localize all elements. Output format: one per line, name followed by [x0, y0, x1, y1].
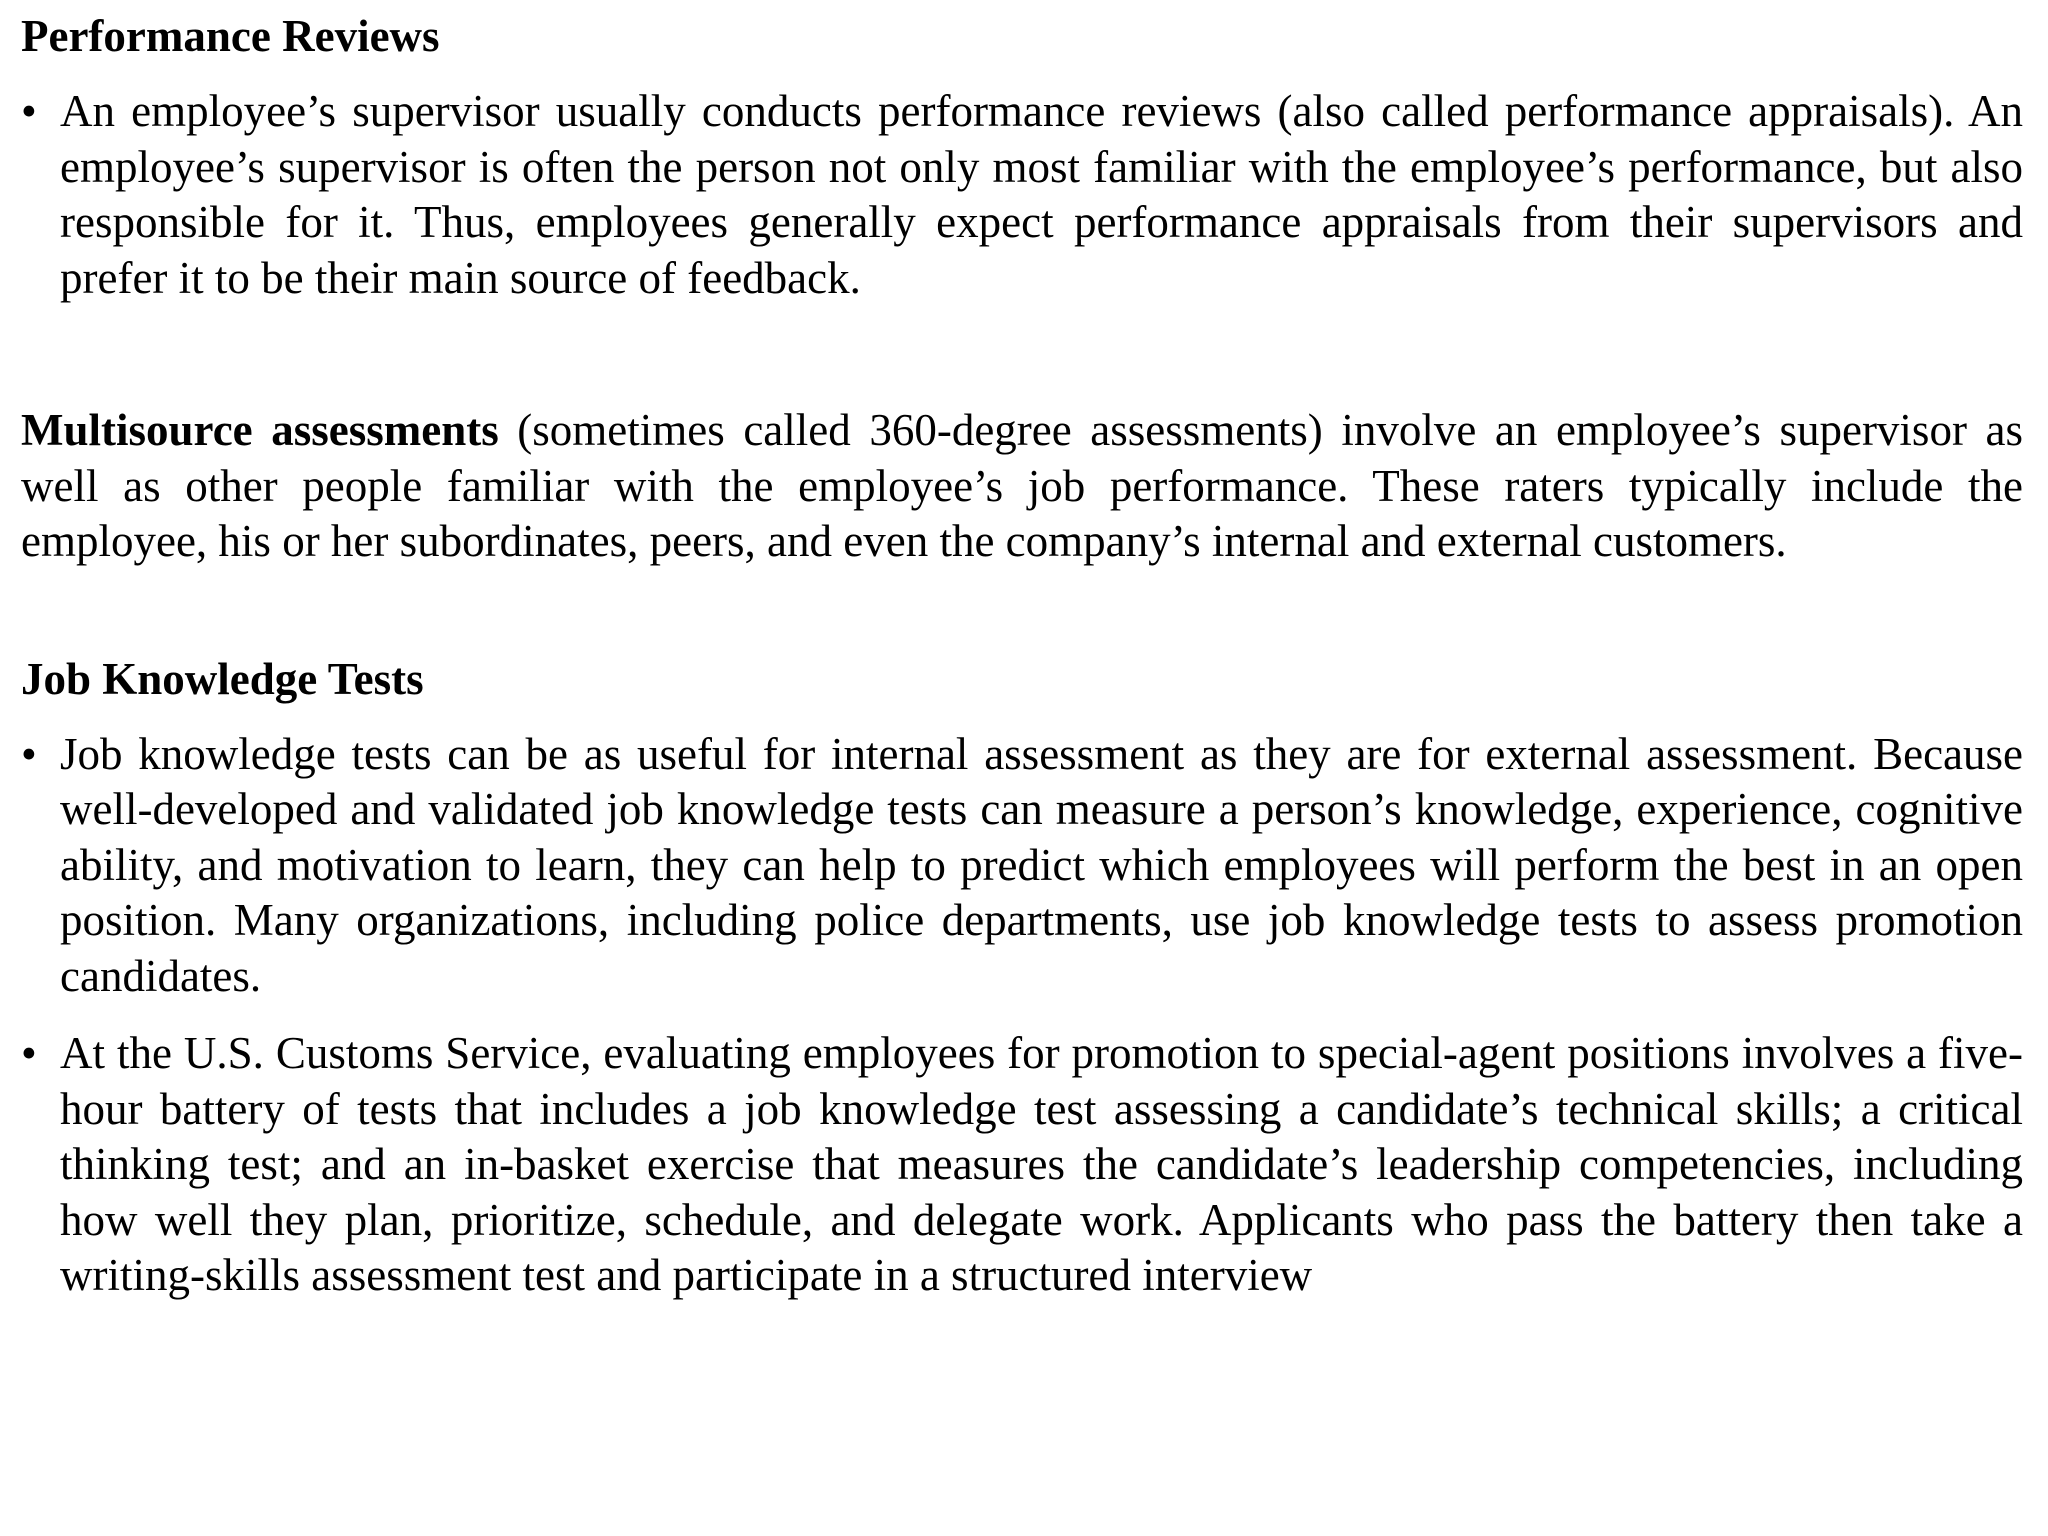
list-item [21, 84, 2023, 306]
list-item [21, 1026, 2023, 1304]
list-item [21, 727, 2023, 1005]
bullet-icon: • [21, 1028, 37, 1078]
multisource-term: Multisource assessments [21, 405, 499, 455]
bullet-text: At the U.S. Customs Service, evaluating employees for promotion to special-agent positions involves a five-hour battery of tests that includes a job knowledge test assessing a candidate’s technical skills; a critical thinking test; and an in-basket exercise that measures the candidate’s leadership competencies, including how well they plan, prioritize, schedule, and delegate work. Applicants who pass the battery then take a writing-skills assessment test and participate in a structured interview [60, 1028, 2023, 1300]
heading-performance-reviews: Performance Reviews [21, 11, 440, 61]
heading-job-knowledge-tests: Job Knowledge Tests [21, 653, 424, 704]
multisource-paragraph [21, 403, 2023, 570]
multisource-text: (sometimes called 360-degree assessments) involve an employee’s supervisor as well as other people familiar with the employee’s job performance. These raters typically include the employee, his or her subordinates, peers, and even the company’s internal and external customers. [21, 405, 2023, 566]
document-page [21, 0, 2023, 1326]
bullet-text: An employee’s supervisor usually conducts performance reviews (also called performance appraisals). An employee’s supervisor is often the person not only most familiar with the employee’s performance, but also responsible for it. Thus, employees generally expect performance appraisals from their supervisors and prefer it to be their main source of feedback. [60, 86, 2023, 303]
bullet-icon: • [21, 86, 37, 136]
bullet-text: Job knowledge tests can be as useful for internal assessment as they are for external assessment. Because well-developed and validated job knowledge tests can measure a person’s knowledge, experience, cognitive ability, and motivation to learn, they can help to predict which employees will perform the best in an open position. Many organizations, including police departments, use job knowledge tests to assess promotion candidates. [60, 728, 2023, 1001]
bullet-icon: • [21, 728, 37, 779]
performance-reviews-list [21, 84, 2023, 306]
job-knowledge-tests-list [21, 727, 2023, 1304]
